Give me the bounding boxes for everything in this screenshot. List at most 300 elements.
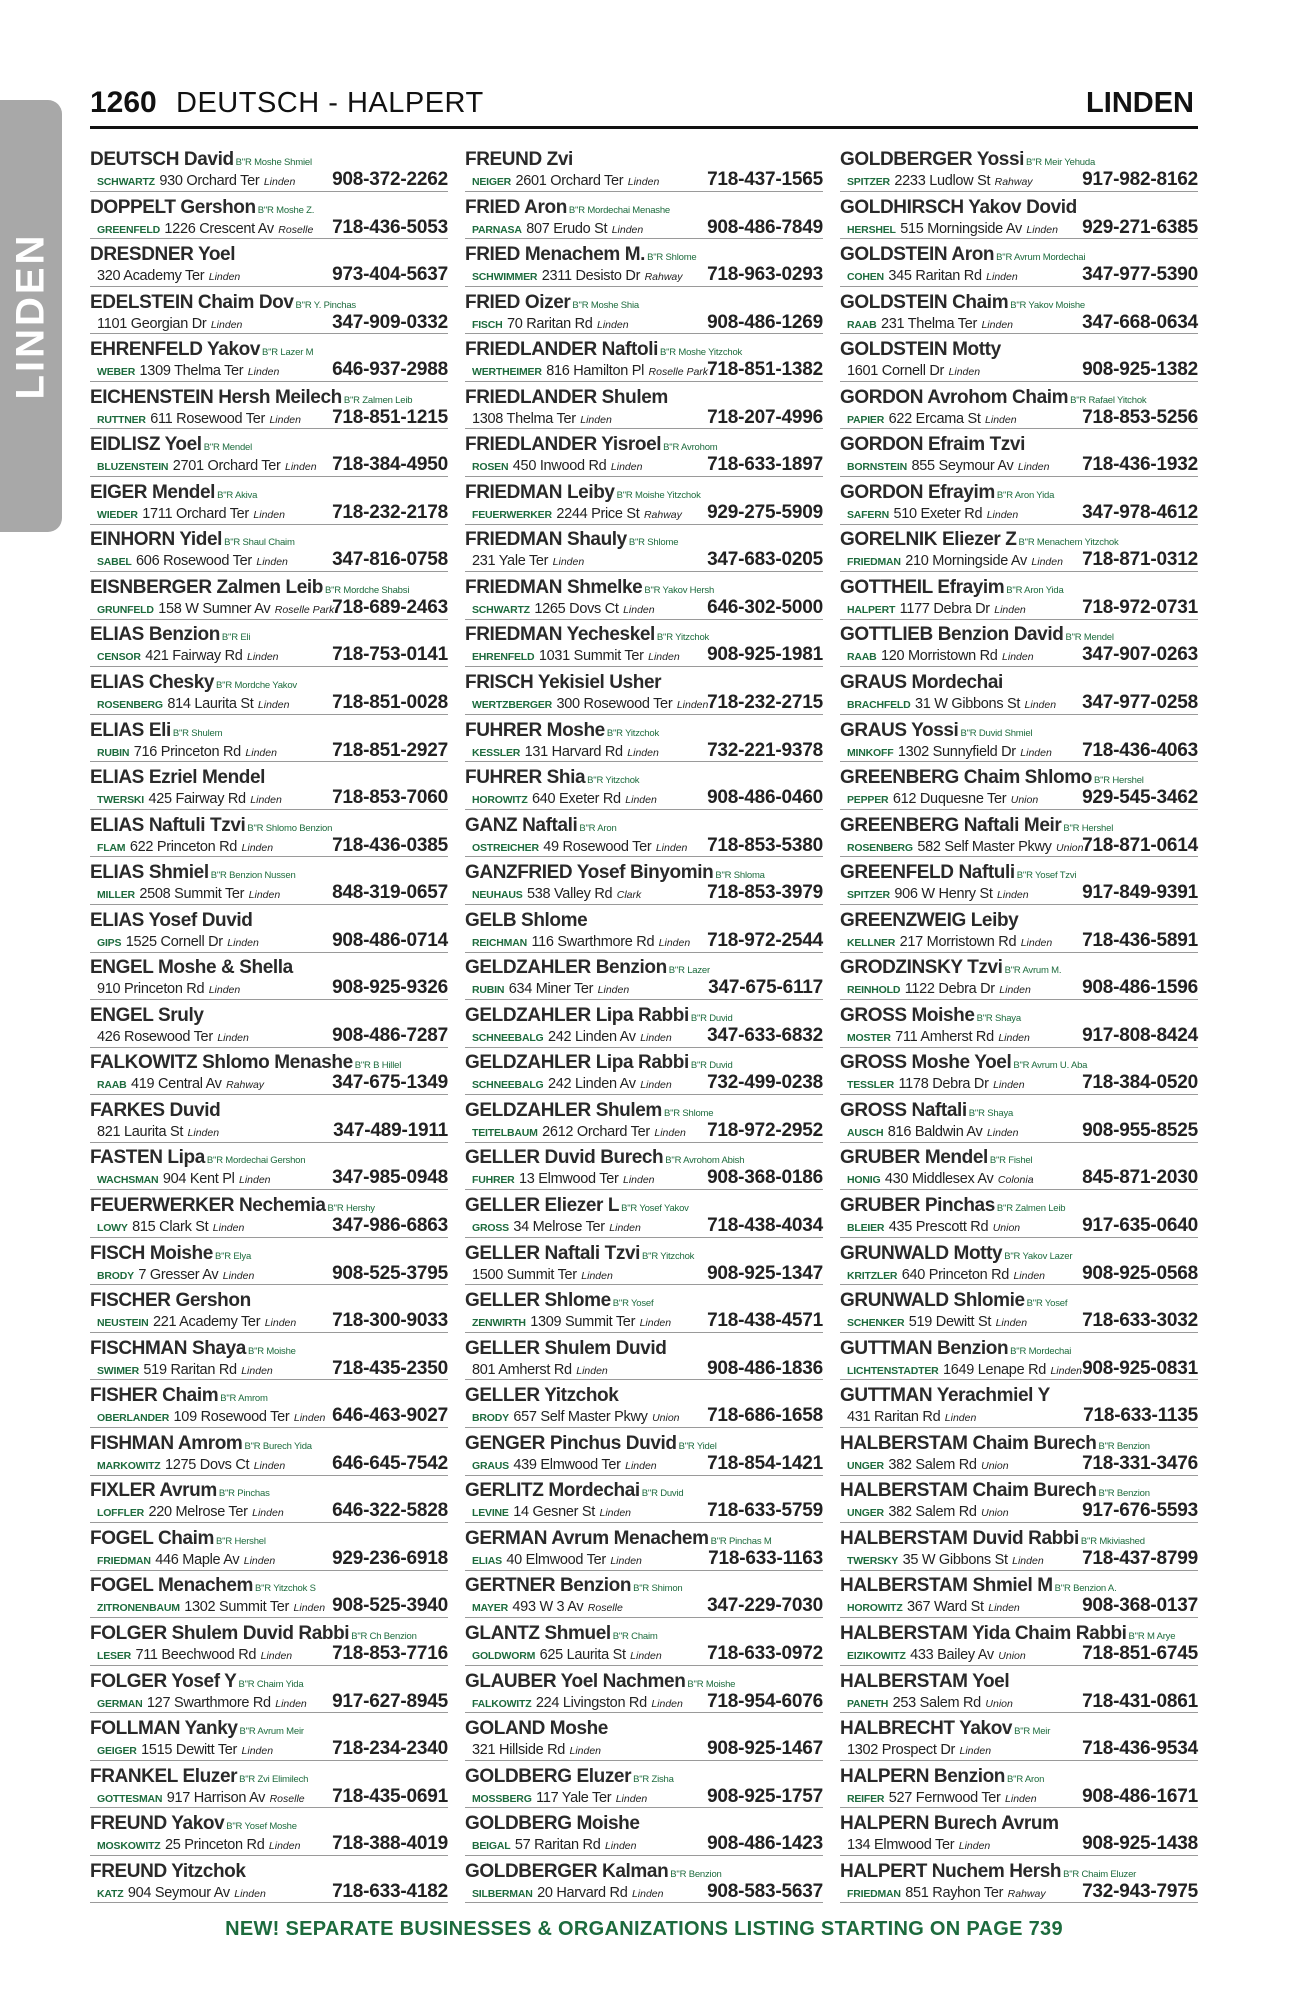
entry-city: Linden (676, 699, 709, 712)
entry-detail-line (465, 1454, 823, 1473)
entry-name: GOLDBERG Moishe (465, 1813, 640, 1835)
entry-address-group (847, 1122, 1079, 1143)
entry-detail-line (840, 1549, 1198, 1568)
directory-column-3 (840, 148, 1198, 1908)
entry-phone: 646-937-2988 (332, 359, 448, 381)
entry-phone: 347-668-0634 (1082, 311, 1198, 333)
entry-detail-line (465, 1739, 823, 1758)
directory-entry (90, 196, 448, 240)
directory-entry (90, 291, 448, 335)
entry-detail-line (465, 1834, 823, 1853)
entry-maiden-name: SCHNEEBALG (472, 1031, 544, 1044)
entry-address-group (472, 1169, 704, 1190)
entry-city: Linden (1050, 1364, 1082, 1377)
entry-city: Linden (1012, 1554, 1044, 1567)
entry-father-name: B"R Zvi Elimilech (239, 1773, 309, 1785)
entry-name: ELIAS Ezriel Mendel (90, 767, 266, 789)
entry-address-group (472, 1502, 704, 1523)
entry-phone: 908-486-0714 (332, 929, 448, 951)
entry-name-line (840, 529, 1198, 550)
entry-detail-line (465, 1121, 823, 1140)
entry-father-name: B"R Yosef Yakov (621, 1203, 689, 1215)
entry-name: GLAUBER Yoel Nachmen (465, 1670, 686, 1692)
directory-entry (840, 528, 1198, 572)
entry-maiden-name: FUHRER (472, 1174, 515, 1187)
entry-address: 640 Exeter Rd (532, 791, 621, 808)
entry-name: GELLER Duvid Burech (465, 1147, 664, 1169)
entry-address-group (847, 694, 1079, 715)
entry-father-name: B"R Moishe (247, 1345, 296, 1357)
entry-father-name: B"R Avrum M. (1004, 965, 1062, 977)
entry-maiden-name: RUBIN (97, 746, 130, 759)
entry-detail-line (840, 218, 1198, 237)
entry-name-line (90, 434, 448, 455)
entry-name: FISCHMAN Shaya (90, 1337, 246, 1359)
entry-father-name: B"R Mendel (203, 442, 253, 454)
entry-city: Union (981, 1459, 1009, 1472)
entry-name-line (90, 577, 448, 598)
entry-detail-line (465, 645, 823, 664)
entry-maiden-name: MOSKOWITZ (97, 1840, 161, 1853)
entry-phone: 718-384-4950 (332, 454, 448, 476)
entry-name: ENGEL Sruly (90, 1004, 204, 1026)
entry-phone: 908-925-0568 (1082, 1262, 1198, 1284)
directory-entry (90, 1194, 448, 1238)
entry-city: Linden (293, 1602, 326, 1615)
entry-address-group (847, 646, 1079, 667)
directory-entry (840, 861, 1198, 905)
entry-maiden-name: HOROWITZ (472, 794, 528, 807)
directory-entry (840, 386, 1198, 430)
entry-address: 231 Thelma Ter (880, 315, 978, 332)
entry-maiden-name: MILLER (97, 889, 135, 902)
entry-phone: 718-854-1421 (707, 1452, 823, 1474)
entry-name-line (465, 339, 823, 360)
directory-entry (840, 338, 1198, 382)
entry-city: Linden (576, 1364, 608, 1377)
entry-address-group (847, 599, 1079, 620)
entry-phone: 718-633-1163 (708, 1547, 823, 1569)
entry-name: HALBERSTAM Duvid Rabbi (840, 1527, 1079, 1549)
entry-phone: 646-463-9027 (332, 1405, 448, 1427)
entry-city: Linden (293, 1412, 326, 1425)
entry-city: Union (998, 1649, 1026, 1662)
entry-detail-line (840, 598, 1198, 617)
directory-entry (840, 243, 1198, 287)
entry-city: Linden (217, 1031, 249, 1044)
entry-name-line (90, 862, 448, 883)
entry-address-group (97, 1027, 329, 1048)
entry-maiden-name: WEBER (97, 366, 136, 379)
entry-address-group (97, 837, 329, 858)
entry-detail-line (465, 550, 823, 569)
entry-city: Linden (285, 461, 317, 474)
entry-name-line (90, 1290, 448, 1311)
entry-maiden-name: RAAB (847, 651, 877, 664)
entry-father-name: B"R Shimon (633, 1583, 683, 1595)
entry-father-name: B"R M Arye (1128, 1630, 1176, 1642)
entry-detail-line (840, 1596, 1198, 1615)
entry-address: 906 W Henry St (894, 886, 993, 903)
entry-address-group (472, 1074, 704, 1095)
entry-father-name: B"R Yosef Moshe (226, 1821, 297, 1833)
entry-father-name: B"R Duvid (690, 1060, 733, 1072)
entry-phone: 917-849-9391 (1082, 882, 1198, 904)
entry-detail-line (465, 598, 823, 617)
entry-phone: 718-853-5380 (707, 834, 823, 856)
entry-address: 109 Rosewood Ter (173, 1409, 290, 1426)
entry-address-group (97, 1407, 329, 1428)
entry-father-name: B"R Lazer M (261, 347, 314, 359)
entry-name: GORDON Efrayim (840, 481, 995, 503)
entry-city: Linden (639, 1317, 672, 1330)
entry-detail-line (465, 883, 823, 902)
entry-name: GREENBERG Chaim Shlomo (840, 767, 1092, 789)
entry-phone: 347-907-0263 (1082, 644, 1198, 666)
entry-detail-line (840, 1882, 1198, 1901)
directory-entry (90, 719, 448, 763)
entry-phone: 347-489-1911 (333, 1119, 448, 1141)
directory-entry (840, 1194, 1198, 1238)
entry-detail-line (840, 741, 1198, 760)
entry-city: Linden (1026, 223, 1058, 236)
entry-address-group (847, 1835, 1079, 1856)
directory-entry (90, 1574, 448, 1618)
entry-address-group (97, 1122, 330, 1143)
entry-address-group (97, 1312, 329, 1333)
entry-maiden-name: OSTREICHER (472, 841, 539, 854)
entry-detail-line (90, 1787, 448, 1806)
entry-phone: 908-525-3940 (332, 1595, 448, 1617)
entry-detail-line (90, 1644, 448, 1663)
entry-name-line (90, 1195, 448, 1216)
entry-city: Linden (597, 318, 629, 331)
entry-father-name: B"R Shlomo Benzion (247, 822, 333, 834)
entry-address: 446 Maple Av (155, 1551, 240, 1568)
entry-detail-line (465, 265, 823, 284)
entry-father-name: B"R Yitzchok (587, 775, 640, 787)
entry-maiden-name: PEPPER (847, 794, 889, 807)
entry-maiden-name: MINKOFF (847, 746, 894, 759)
entry-maiden-name: UNGER (847, 1459, 884, 1472)
entry-detail-line (840, 360, 1198, 379)
entry-name: GORELNIK Eliezer Z (840, 529, 1017, 551)
town-name: LINDEN (1086, 87, 1194, 119)
entry-name: FEUERWERKER Nechemia (90, 1195, 326, 1217)
entry-detail-line (90, 1073, 448, 1092)
entry-name-line (90, 720, 448, 741)
entry-address: 904 Seymour Av (127, 1884, 230, 1901)
entry-phone: 929-545-3462 (1082, 787, 1198, 809)
entry-maiden-name: KATZ (97, 1887, 124, 1900)
entry-address-group (472, 1265, 704, 1286)
entry-father-name: B"R Shulem (172, 727, 223, 739)
entry-name-line (840, 482, 1198, 503)
entry-name: GOLDHIRSCH Yakov Dovid (840, 196, 1077, 218)
entry-city: Linden (238, 1174, 271, 1187)
entry-name: FRIED Aron (465, 196, 567, 218)
entry-name: GUTTMAN Benzion (840, 1337, 1009, 1359)
entry-name: FRIEDLANDER Naftoli (465, 339, 658, 361)
entry-detail-line (840, 170, 1198, 189)
entry-phone: 347-978-4612 (1082, 501, 1198, 523)
entry-address: 221 Academy Ter (152, 1314, 261, 1331)
entry-detail-line (840, 788, 1198, 807)
entry-address-group (472, 1883, 704, 1904)
entry-city: Linden (981, 318, 1013, 331)
entry-name-line (90, 292, 448, 313)
entry-detail-line (90, 360, 448, 379)
directory-entry (840, 766, 1198, 810)
entry-maiden-name: PARNASA (472, 223, 522, 236)
entry-father-name: B"R Yakov Moishe (1010, 299, 1085, 311)
entry-address: 1302 Summit Ter (184, 1599, 290, 1616)
entry-address-group (472, 504, 704, 525)
entry-name: GERLITZ Mordechai (465, 1480, 640, 1502)
entry-address: 220 Melrose Ter (148, 1504, 248, 1521)
entry-maiden-name: WERTHEIMER (472, 366, 542, 379)
entry-phone: 908-925-1438 (1082, 1833, 1198, 1855)
entry-address: 2244 Price St (556, 505, 640, 522)
entry-phone: 718-436-1932 (1082, 454, 1198, 476)
entry-phone: 718-232-2715 (707, 692, 823, 714)
entry-maiden-name: FEUERWERKER (472, 508, 552, 521)
entry-address-group (847, 1217, 1079, 1238)
entry-address: 450 Inwood Rd (512, 458, 607, 475)
directory-entry (840, 1146, 1198, 1190)
entry-city: Linden (257, 699, 290, 712)
entry-name-line (465, 1338, 823, 1359)
entry-address: 1309 Summit Ter (530, 1314, 636, 1331)
entry-maiden-name: NEIGER (472, 176, 512, 188)
entry-father-name: B"R Mordechai Menashe (568, 204, 670, 216)
entry-address-group (472, 1550, 705, 1571)
entry-name: GOLDSTEIN Chaim (840, 291, 1009, 313)
entry-phone: 718-435-2350 (332, 1357, 448, 1379)
directory-entry (840, 1717, 1198, 1761)
entry-maiden-name: NEUSTEIN (97, 1317, 149, 1330)
entry-city: Linden (1017, 461, 1050, 474)
entry-name: GREENBERG Naftali Meir (840, 814, 1062, 836)
entry-name-line (465, 1813, 823, 1834)
entry-address: 527 Fernwood Ter (888, 1789, 1001, 1806)
entry-detail-line (465, 313, 823, 332)
entry-name: HALBERSTAM Yida Chaim Rabbi (840, 1622, 1127, 1644)
entry-city: Linden (958, 1840, 991, 1853)
entry-address: 2701 Orchard Ter (172, 458, 281, 475)
entry-father-name: B"R Moshe Shia (572, 299, 639, 311)
entry-city: Linden (269, 413, 301, 426)
entry-name: GROSS Moshe Yoel (840, 1052, 1012, 1074)
directory-entry (90, 1479, 448, 1523)
entry-address: 300 Rosewood Ter (556, 696, 673, 713)
entry-maiden-name: GRUNFELD (97, 603, 154, 616)
entry-address: 14 Gesner St (513, 1504, 596, 1521)
entry-name-line (90, 149, 448, 170)
entry-detail-line (465, 836, 823, 855)
entry-phone: 347-633-6832 (707, 1024, 823, 1046)
entry-detail-line (465, 931, 823, 950)
entry-name-line (465, 1385, 823, 1406)
entry-detail-line (465, 1406, 823, 1425)
entry-name: FRIEDMAN Shmelke (465, 576, 643, 598)
entry-father-name: B"R Moshe Z. (257, 204, 315, 216)
entry-phone: 347-909-0332 (332, 311, 448, 333)
entry-address: 2233 Ludlow St (894, 173, 991, 189)
entry-address: 1302 Prospect Dr (847, 1742, 956, 1759)
directory-entry (840, 909, 1198, 953)
entry-name-line (840, 1338, 1198, 1359)
entry-father-name: B"R Pinchas (218, 1488, 270, 1500)
directory-entry (465, 1717, 823, 1761)
entry-name-line (90, 1100, 448, 1121)
entry-address: 851 Rayhon Ter (905, 1884, 1004, 1901)
entry-detail-line (90, 455, 448, 474)
entry-name-line (840, 1671, 1198, 1692)
entry-address-group (847, 1169, 1079, 1190)
entry-city: Linden (610, 1554, 642, 1567)
entry-address: 1309 Thelma Ter (139, 363, 244, 380)
entry-father-name: B"R Hershel (1093, 775, 1144, 787)
entry-detail-line (840, 1787, 1198, 1806)
entry-address: 231 Yale Ter (472, 553, 549, 570)
entry-name: ELIAS Naftuli Tzvi (90, 814, 246, 836)
entry-phone: 908-925-9326 (332, 977, 448, 999)
entry-city: Linden (268, 1840, 301, 1853)
entry-father-name: B"R Zalmen Leib (996, 1203, 1066, 1215)
directory-entry (465, 1479, 823, 1523)
entry-address: 634 Miner Ter (508, 981, 594, 998)
entry-name: GELLER Eliezer L (465, 1195, 620, 1217)
entry-city: Linden (581, 1269, 613, 1282)
entry-detail-line (840, 408, 1198, 427)
entry-city: Union (981, 1507, 1009, 1520)
entry-name-line (90, 1385, 448, 1406)
entry-city: Roselle Park (648, 366, 709, 379)
entry-father-name: B"R Eli (221, 632, 251, 644)
entry-maiden-name: SPITZER (847, 176, 890, 188)
entry-city: Linden (615, 1792, 648, 1805)
entry-address: 1226 Crescent Av (164, 220, 274, 237)
entry-phone: 908-925-1467 (707, 1738, 823, 1760)
directory-entry (465, 148, 823, 192)
entry-city: Union (985, 1697, 1013, 1710)
entry-maiden-name: WIEDER (97, 508, 138, 521)
entry-name: GELDZAHLER Shulem (465, 1099, 662, 1121)
entry-phone: 908-925-1347 (707, 1262, 823, 1284)
entry-detail-line (465, 1311, 823, 1330)
entry-phone: 646-302-5000 (707, 596, 823, 618)
entry-phone: 718-331-3476 (1082, 1452, 1198, 1474)
entry-phone: 718-388-4019 (332, 1833, 448, 1855)
entry-address-group (472, 1455, 704, 1476)
entry-maiden-name: GEIGER (97, 1745, 137, 1758)
directory-entry (90, 1051, 448, 1095)
entry-city: Linden (640, 1079, 672, 1092)
entry-phone: 718-853-5256 (1082, 406, 1198, 428)
entry-name: GORDON Efraim Tzvi (840, 434, 1025, 456)
entry-father-name: B"R Benzion (670, 1868, 722, 1880)
entry-maiden-name: MAYER (472, 1602, 508, 1615)
directory-entry (90, 1622, 448, 1666)
entry-maiden-name: KRITZLER (847, 1269, 898, 1282)
entry-maiden-name: EHRENFELD (472, 651, 535, 664)
entry-name-line (840, 197, 1198, 218)
entry-name-line (465, 1718, 823, 1739)
entry-address: 419 Central Av (130, 1076, 222, 1093)
entry-name-line (840, 1052, 1198, 1073)
directory-entry (840, 1337, 1198, 1381)
entry-phone: 973-404-5637 (332, 264, 448, 286)
entry-maiden-name: ELIAS (472, 1554, 502, 1567)
entry-father-name: B"R Menachem Yitzchok (1018, 537, 1119, 549)
entry-address: 1649 Lenape Rd (942, 1361, 1047, 1378)
directory-entry (465, 243, 823, 287)
entry-name-line (90, 197, 448, 218)
entry-maiden-name: NEUHAUS (472, 889, 523, 902)
entry-detail-line (840, 883, 1198, 902)
entry-phone: 917-676-5593 (1082, 1500, 1198, 1522)
entry-name-line (840, 624, 1198, 645)
entry-name-line (90, 1813, 448, 1834)
entry-name: GRUNWALD Motty (840, 1242, 1003, 1264)
entry-name-line (90, 624, 448, 645)
entry-city: Linden (246, 651, 279, 664)
entry-name: EINHORN Yidel (90, 529, 223, 551)
entry-address-group (847, 266, 1079, 287)
entry-city: Linden (610, 461, 643, 474)
entry-address: 320 Academy Ter (97, 268, 205, 285)
directory-entry (840, 1527, 1198, 1571)
entry-city: Linden (651, 1697, 683, 1710)
entry-address: 35 W Gibbons St (902, 1551, 1008, 1568)
entry-name-line (90, 529, 448, 550)
entry-address-group (847, 171, 1079, 192)
entry-father-name: B"R Chaim Eluzer (1063, 1868, 1137, 1880)
entry-address-group (97, 1360, 329, 1381)
entry-maiden-name: CENSOR (97, 651, 141, 664)
entry-address: 611 Rosewood Ter (150, 410, 265, 427)
entry-detail-line (840, 1834, 1198, 1853)
entry-name: HALBRECHT Yakov (840, 1718, 1013, 1740)
entry-name-line (90, 910, 448, 931)
entry-city: Roselle (269, 1792, 305, 1805)
entry-detail-line (90, 1406, 448, 1425)
entry-detail-line (840, 503, 1198, 522)
entry-phone: 908-925-1981 (707, 644, 823, 666)
entry-address: 116 Swarthmore Rd (531, 933, 655, 950)
entry-name: GERMAN Avrum Menachem (465, 1527, 709, 1549)
entry-name-line (840, 957, 1198, 978)
entry-city: Linden (580, 413, 612, 426)
entry-address: 49 Rosewood Ter (543, 838, 652, 855)
entry-father-name: B"R Chaim (612, 1630, 658, 1642)
entry-city: Linden (253, 508, 285, 521)
entry-city: Linden (241, 841, 274, 854)
entry-maiden-name: HONIG (847, 1174, 881, 1187)
entry-phone: 908-486-0460 (707, 787, 823, 809)
entry-address-group (847, 361, 1079, 382)
entry-detail-line (90, 1359, 448, 1378)
entry-maiden-name: RAAB (847, 318, 877, 331)
entry-maiden-name: HALPERT (847, 603, 896, 616)
entry-detail-line (465, 408, 823, 427)
entry-address-group (472, 694, 709, 715)
entry-address-group (97, 504, 329, 525)
entry-address: 117 Yale Ter (536, 1789, 612, 1806)
directory-entry (840, 1004, 1198, 1048)
entry-name: FOGEL Chaim (90, 1527, 215, 1549)
